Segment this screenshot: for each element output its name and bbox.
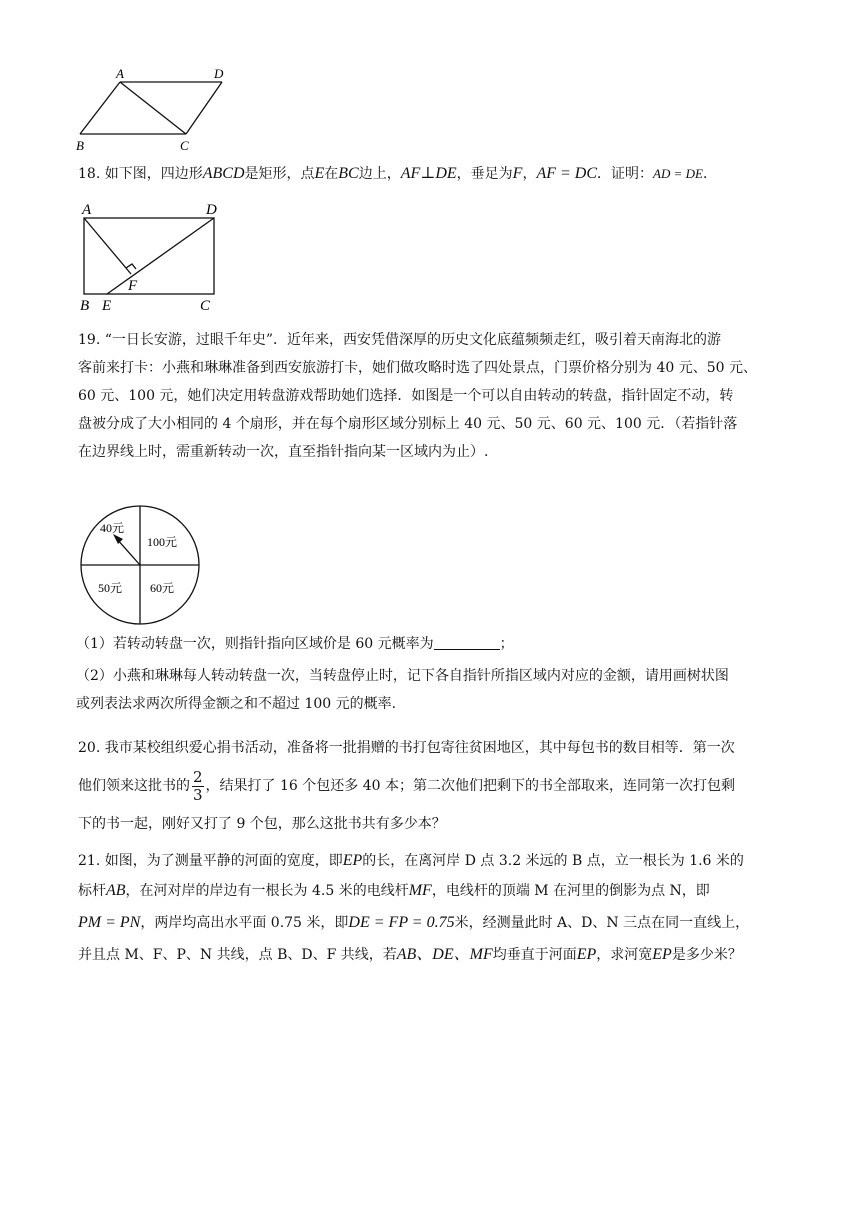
fraction-denominator: 3 — [193, 785, 203, 804]
q18-text-8: ． — [702, 166, 717, 182]
sector-label-60: 60元 — [150, 581, 175, 595]
q18-math-e: E — [314, 165, 325, 182]
q19-sub1-text: （1）若转动转盘一次，则指针指向区域价是 60 元概率为 — [76, 636, 434, 652]
label-c: C — [200, 298, 211, 314]
q21-math-de-fp: DE = FP = 0.75 — [348, 914, 455, 931]
q21-l3a: ，两岸均高出水平面 0.75 米，即 — [140, 915, 349, 931]
rectangle-figure — [76, 198, 226, 316]
q21-l2c: ，电线杆的顶端 M 在河里的倒影为点 N，即 — [431, 883, 710, 899]
label-e: E — [102, 298, 112, 314]
q21-l4b: 均垂直于河面 — [492, 947, 577, 963]
q19-sub2-line-1: （2）小燕和琳琳每人转动转盘一次，当转盘停止时，记下各自指针所指区域内对应的金额，请用画树状图 — [76, 668, 729, 684]
question-21 — [78, 846, 784, 972]
pointer-arrow-icon — [113, 534, 123, 544]
q18-math-af-eq-dc: AF = DC — [536, 165, 598, 182]
q21-math-ep-2: EP — [576, 946, 597, 963]
q18-text-6: ， — [522, 166, 537, 182]
question-19 — [78, 326, 784, 466]
q21-math-ep: EP — [342, 852, 363, 869]
q21-l4a: 并且点 M、F、P、N 共线，点 B、D、F 共线，若 — [78, 947, 397, 963]
q21-math-ab: AB — [106, 882, 126, 899]
q19-line-5: 在边界线上时，需重新转动一次，直至指针指向某一区域内为止）. — [78, 444, 489, 460]
q21-l4d: 是多少米？ — [671, 947, 742, 963]
fraction-two-thirds — [192, 769, 204, 804]
q21-l3b: 米，经测量此时 A、D、N 三点在同一直线上， — [454, 915, 750, 931]
answer-blank[interactable] — [434, 633, 500, 650]
q18-text-7: ．证明： — [597, 166, 654, 182]
sector-label-100: 100元 — [147, 535, 178, 549]
q19-sub2-line-2: 或列表法求两次所得金额之和不超过 100 元的概率. — [76, 696, 397, 712]
q21-math-pm-eq-pn: PM = PN — [78, 914, 141, 931]
fraction-numerator: 2 — [193, 767, 203, 786]
q18-math-bc: BC — [338, 165, 359, 182]
question-19-subs — [76, 630, 782, 718]
q18-text-5: ，垂足为 — [456, 166, 513, 182]
label-b: B — [76, 138, 84, 153]
label-d: D — [206, 202, 217, 218]
q21-l4c: ，求河宽 — [596, 947, 653, 963]
q19-sub1-end: ； — [499, 636, 514, 652]
q18-text-2: 是矩形，点 — [244, 166, 315, 182]
q21-l2a: 标杆 — [78, 883, 106, 899]
q18-text-4: 边上， — [358, 166, 401, 182]
sector-label-40: 40元 — [100, 521, 125, 535]
q18-text-3: 在 — [324, 166, 339, 182]
q18-math-abcd: ABCD — [202, 165, 245, 182]
q19-line-2: 客前来打卡：小燕和琳琳准备到西安旅游打卡，她们做攻略时选了四处景点，门票价格分别为 40 元、50 元、 — [78, 360, 757, 376]
q21-l1a: 21. 如图，为了测量平静的河面的宽度，即 — [78, 853, 343, 869]
label-f: F — [128, 278, 138, 294]
label-a: A — [82, 202, 92, 218]
q18-math-f: F — [512, 165, 523, 182]
q21-math-ab-de-mf: AB、DE、MF — [396, 946, 493, 963]
q19-line-3: 60 元、100 元，她们决定用转盘游戏帮助她们选择．如图是一个可以自由转动的转盘，指针固定不动，转 — [78, 388, 734, 404]
q21-l1b: 的长，在离河岸 D 点 3.2 米远的 B 点，立一根长为 1.6 米的 — [362, 853, 744, 869]
sector-label-50: 50元 — [98, 581, 123, 595]
q18-math-ad-eq-de: AD = DE — [653, 166, 703, 181]
q18-math-af-perp-de: AF⊥DE — [400, 165, 457, 182]
question-20 — [78, 734, 784, 838]
label-c: C — [180, 138, 189, 153]
q20-line-2b: ，结果打了 16 个包还多 40 本；第二次他们把剩下的书全部取来，连同第一次打包剩 — [205, 778, 735, 794]
q19-line-1: 19. “一日长安游，过眼千年史”．近年来，西安凭借深厚的历史文化底蕴频频走红，吸引着天南海北的游 — [78, 332, 722, 348]
parallelogram-figure — [72, 62, 242, 156]
q21-math-mf: MF — [408, 882, 432, 899]
q20-line-3: 下的书一起，刚好又打了 9 个包，那么这批书共有多少本？ — [78, 816, 446, 832]
q18-number: 18. — [78, 166, 101, 182]
label-a: A — [116, 66, 124, 81]
q21-l2b: ，在河对岸的岸边有一根长为 4.5 米的电线杆 — [125, 883, 409, 899]
q21-math-ep-3: EP — [652, 946, 672, 963]
label-b: B — [80, 298, 90, 314]
q19-line-4: 盘被分成了大小相同的 4 个扇形，并在每个扇形区域分别标上 40 元、50 元、60 元、100 元．（若指针落 — [78, 416, 738, 432]
q18-text-1: 如下图，四边形 — [104, 166, 203, 182]
q20-line-2a: 他们领来这批书的 — [78, 778, 190, 794]
spinner-figure — [74, 500, 214, 628]
question-18 — [78, 160, 784, 188]
label-d: D — [214, 66, 224, 81]
q20-line-1: 20. 我市某校组织爱心捐书活动，准备将一批捐赠的书打包寄往贫困地区，其中每包书的数目相等．第一次 — [78, 740, 735, 756]
